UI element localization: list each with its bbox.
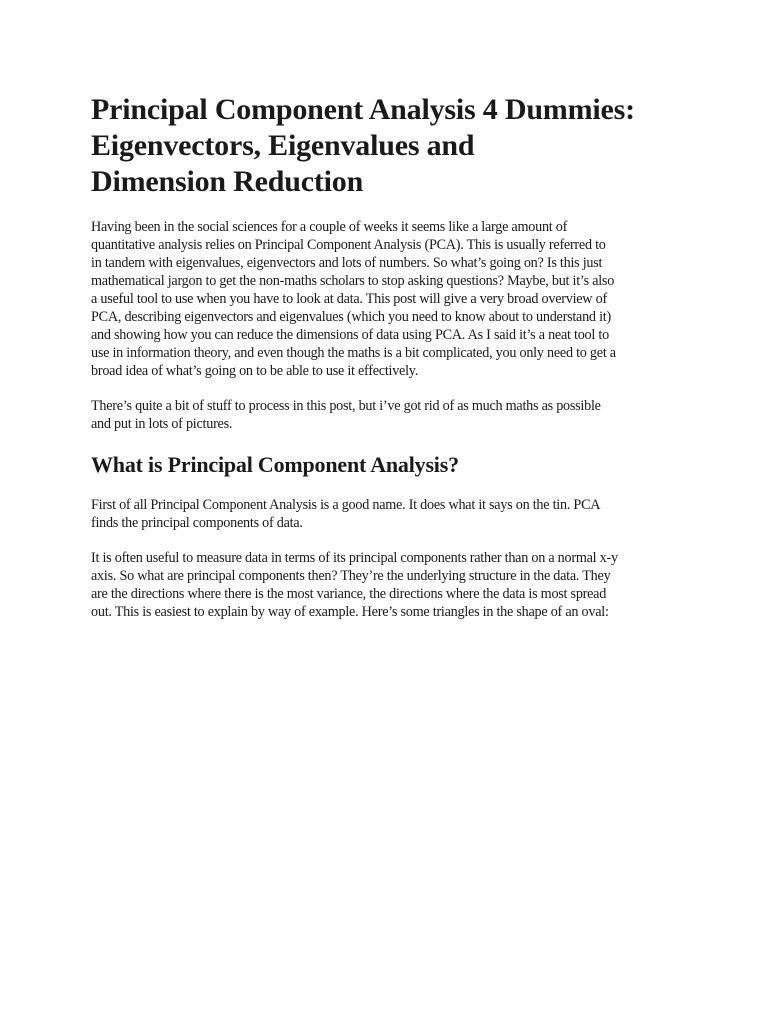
text-line: axis. So what are principal components then? They’re the underlying structure in the data. They [91,568,611,584]
text-line: in tandem with eigenvalues, eigenvectors and lots of numbers. So what’s going on? Is this just [91,255,603,271]
text-line: a useful tool to use when you have to look at data. This post will give a very broad overview of [91,291,607,307]
text-line: broad idea of what’s going on to be able to use it effectively. [91,363,419,379]
note-paragraph [91,397,681,433]
text-line: are the directions where there is the most variance, the directions where the data is most spread [91,586,607,602]
text-line: PCA, describing eigenvectors and eigenvalues (which you need to know about to understand it) [91,309,611,325]
text-line: finds the principal components of data. [91,515,303,531]
text-line: use in information theory, and even though the maths is a bit complicated, you only need to get a [91,345,616,361]
intro-paragraph [91,218,681,380]
text-line: mathematical jargon to get the non-maths scholars to stop asking questions? Maybe, but it’s also [91,273,615,289]
text-line: Having been in the social sciences for a couple of weeks it seems like a large amount of [91,219,568,235]
text-line: and put in lots of pictures. [91,416,233,432]
article-title-line: Dimension Reduction [91,165,364,198]
text-line: First of all Principal Component Analysis is a good name. It does what it says on the tin. PCA [91,497,601,513]
text-line: It is often useful to measure data in terms of its principal components rather than on a normal x-y [91,550,618,566]
text-line: quantitative analysis relies on Principal Component Analysis (PCA). This is usually referred to [91,237,606,253]
text-line: out. This is easiest to explain by way of example. Here’s some triangles in the shape of an oval: [91,604,609,620]
section-paragraph [91,496,681,532]
article-title-line: Eigenvectors, Eigenvalues and [91,129,475,162]
section-heading: What is Principal Component Analysis? [91,452,459,477]
text-line: There’s quite a bit of stuff to process in this post, but i’ve got rid of as much maths as possible [91,398,601,414]
section-paragraph [91,549,681,621]
text-line: and showing how you can reduce the dimensions of data using PCA. As I said it’s a neat tool to [91,327,609,343]
article-title [91,92,681,200]
article-title-line: Principal Component Analysis 4 Dummies: [91,93,635,126]
